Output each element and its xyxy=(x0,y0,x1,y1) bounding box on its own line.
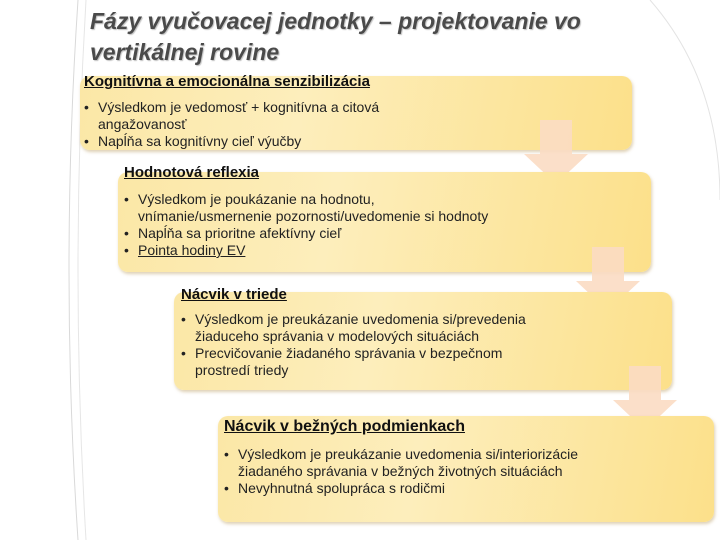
phase-bullets-cognitive xyxy=(84,99,464,150)
slide-title: Fázy vyučovacej jednotky – projektovanie vo vertikálnej rovine xyxy=(90,8,581,65)
phase-bullets-class-practice xyxy=(181,311,561,379)
bullet-item: • Pointa hodiny EV xyxy=(124,242,504,259)
bullet-item: • Výsledkom je vedomosť + kognitívna a citová angažovanosť xyxy=(84,99,464,133)
phase-title-everyday-practice: Nácvik v bežných podmienkach xyxy=(224,418,465,435)
bullet-item: • Napĺňa sa kognitívny cieľ výučby xyxy=(84,133,464,150)
bullet-item: • Napĺňa sa prioritne afektívny cieľ xyxy=(124,225,504,242)
phase-title-cognitive: Kognitívna a emocionálna senzibilizácia xyxy=(84,73,370,90)
phase-bullets-everyday-practice xyxy=(224,446,604,497)
bullet-item: • Precvičovanie žiadaného správania v bezpečnom prostredí triedy xyxy=(181,345,561,379)
bullet-item: • Výsledkom je poukázanie na hodnotu, vnímanie/usmernenie pozornosti/uvedomenie si hodnoty xyxy=(124,191,504,225)
bullet-item: • Nevyhnutná spolupráca s rodičmi xyxy=(224,480,604,497)
bullet-item: • Výsledkom je preukázanie uvedomenia si/prevedenia žiaduceho správania v modelových situáciách xyxy=(181,311,561,345)
phase-title-value-reflection: Hodnotová reflexia xyxy=(124,164,260,181)
phase-bullets-value-reflection xyxy=(124,191,504,259)
bullet-item: • Výsledkom je preukázanie uvedomenia si/interiorizácie žiadaného správania v bežných životných situáciách xyxy=(224,446,604,480)
phase-title-class-practice: Nácvik v triede xyxy=(181,286,287,303)
